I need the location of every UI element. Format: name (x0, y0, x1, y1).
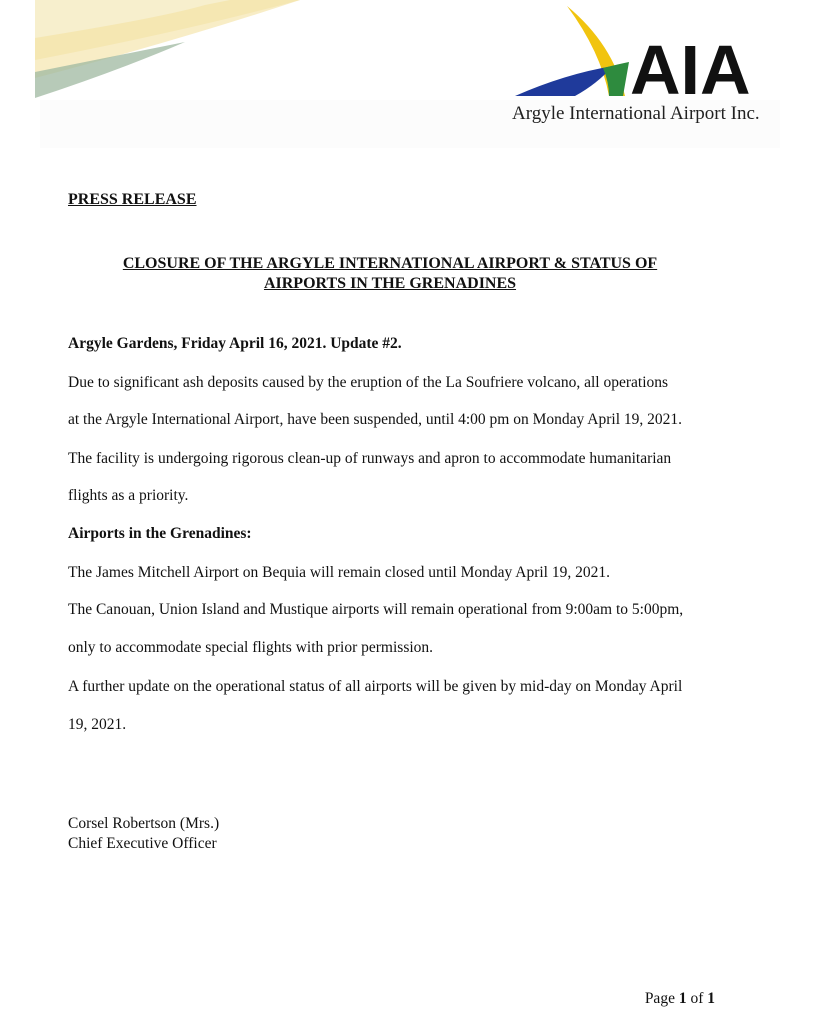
page-current: 1 (678, 990, 687, 1007)
body-line: A further update on the operational status of all airports will be given by mid-day on Monday April (68, 678, 683, 695)
title-line-1: CLOSURE OF THE ARGYLE INTERNATIONAL AIRPORT & STATUS OF (122, 255, 658, 272)
signature-block (68, 814, 219, 854)
document-title (90, 254, 690, 294)
body-line: The facility is undergoing rigorous clean-up of runways and apron to accommodate humanitarian (68, 450, 672, 467)
signer-title: Chief Executive Officer (68, 835, 217, 852)
body-line: Due to significant ash deposits caused by the eruption of the La Soufriere volcano, all operations (68, 374, 669, 391)
page-total: 1 (707, 990, 715, 1007)
body-line: flights as a priority. (68, 487, 189, 504)
page-word: Page (644, 990, 675, 1007)
body-line: 19, 2021. (68, 716, 127, 733)
signer-name: Corsel Robertson (Mrs.) (68, 815, 220, 832)
press-release-label: PRESS RELEASE (68, 191, 197, 208)
logo-mark-text: AIA (630, 31, 751, 109)
grenadines-subheading: Airports in the Grenadines: (68, 525, 252, 542)
body-line: only to accommodate special flights with prior permission. (68, 639, 434, 656)
of-word: of (690, 990, 704, 1007)
logo-company-name: Argyle International Airport Inc. (512, 103, 760, 124)
dateline: Argyle Gardens, Friday April 16, 2021. Update #2. (68, 335, 402, 352)
body-line: The Canouan, Union Island and Mustique airports will remain operational from 9:00am to 5:00pm, (68, 601, 684, 618)
title-line-2: AIRPORTS IN THE GRENADINES (263, 275, 517, 292)
logo-green-sail (603, 62, 629, 96)
logo-blue-sail (515, 66, 613, 96)
body-line: at the Argyle International Airport, have been suspended, until 4:00 pm on Monday April 19, 2021. (68, 411, 683, 428)
page-number (645, 990, 715, 1008)
body-line: The James Mitchell Airport on Bequia will remain closed until Monday April 19, 2021. (68, 564, 610, 581)
